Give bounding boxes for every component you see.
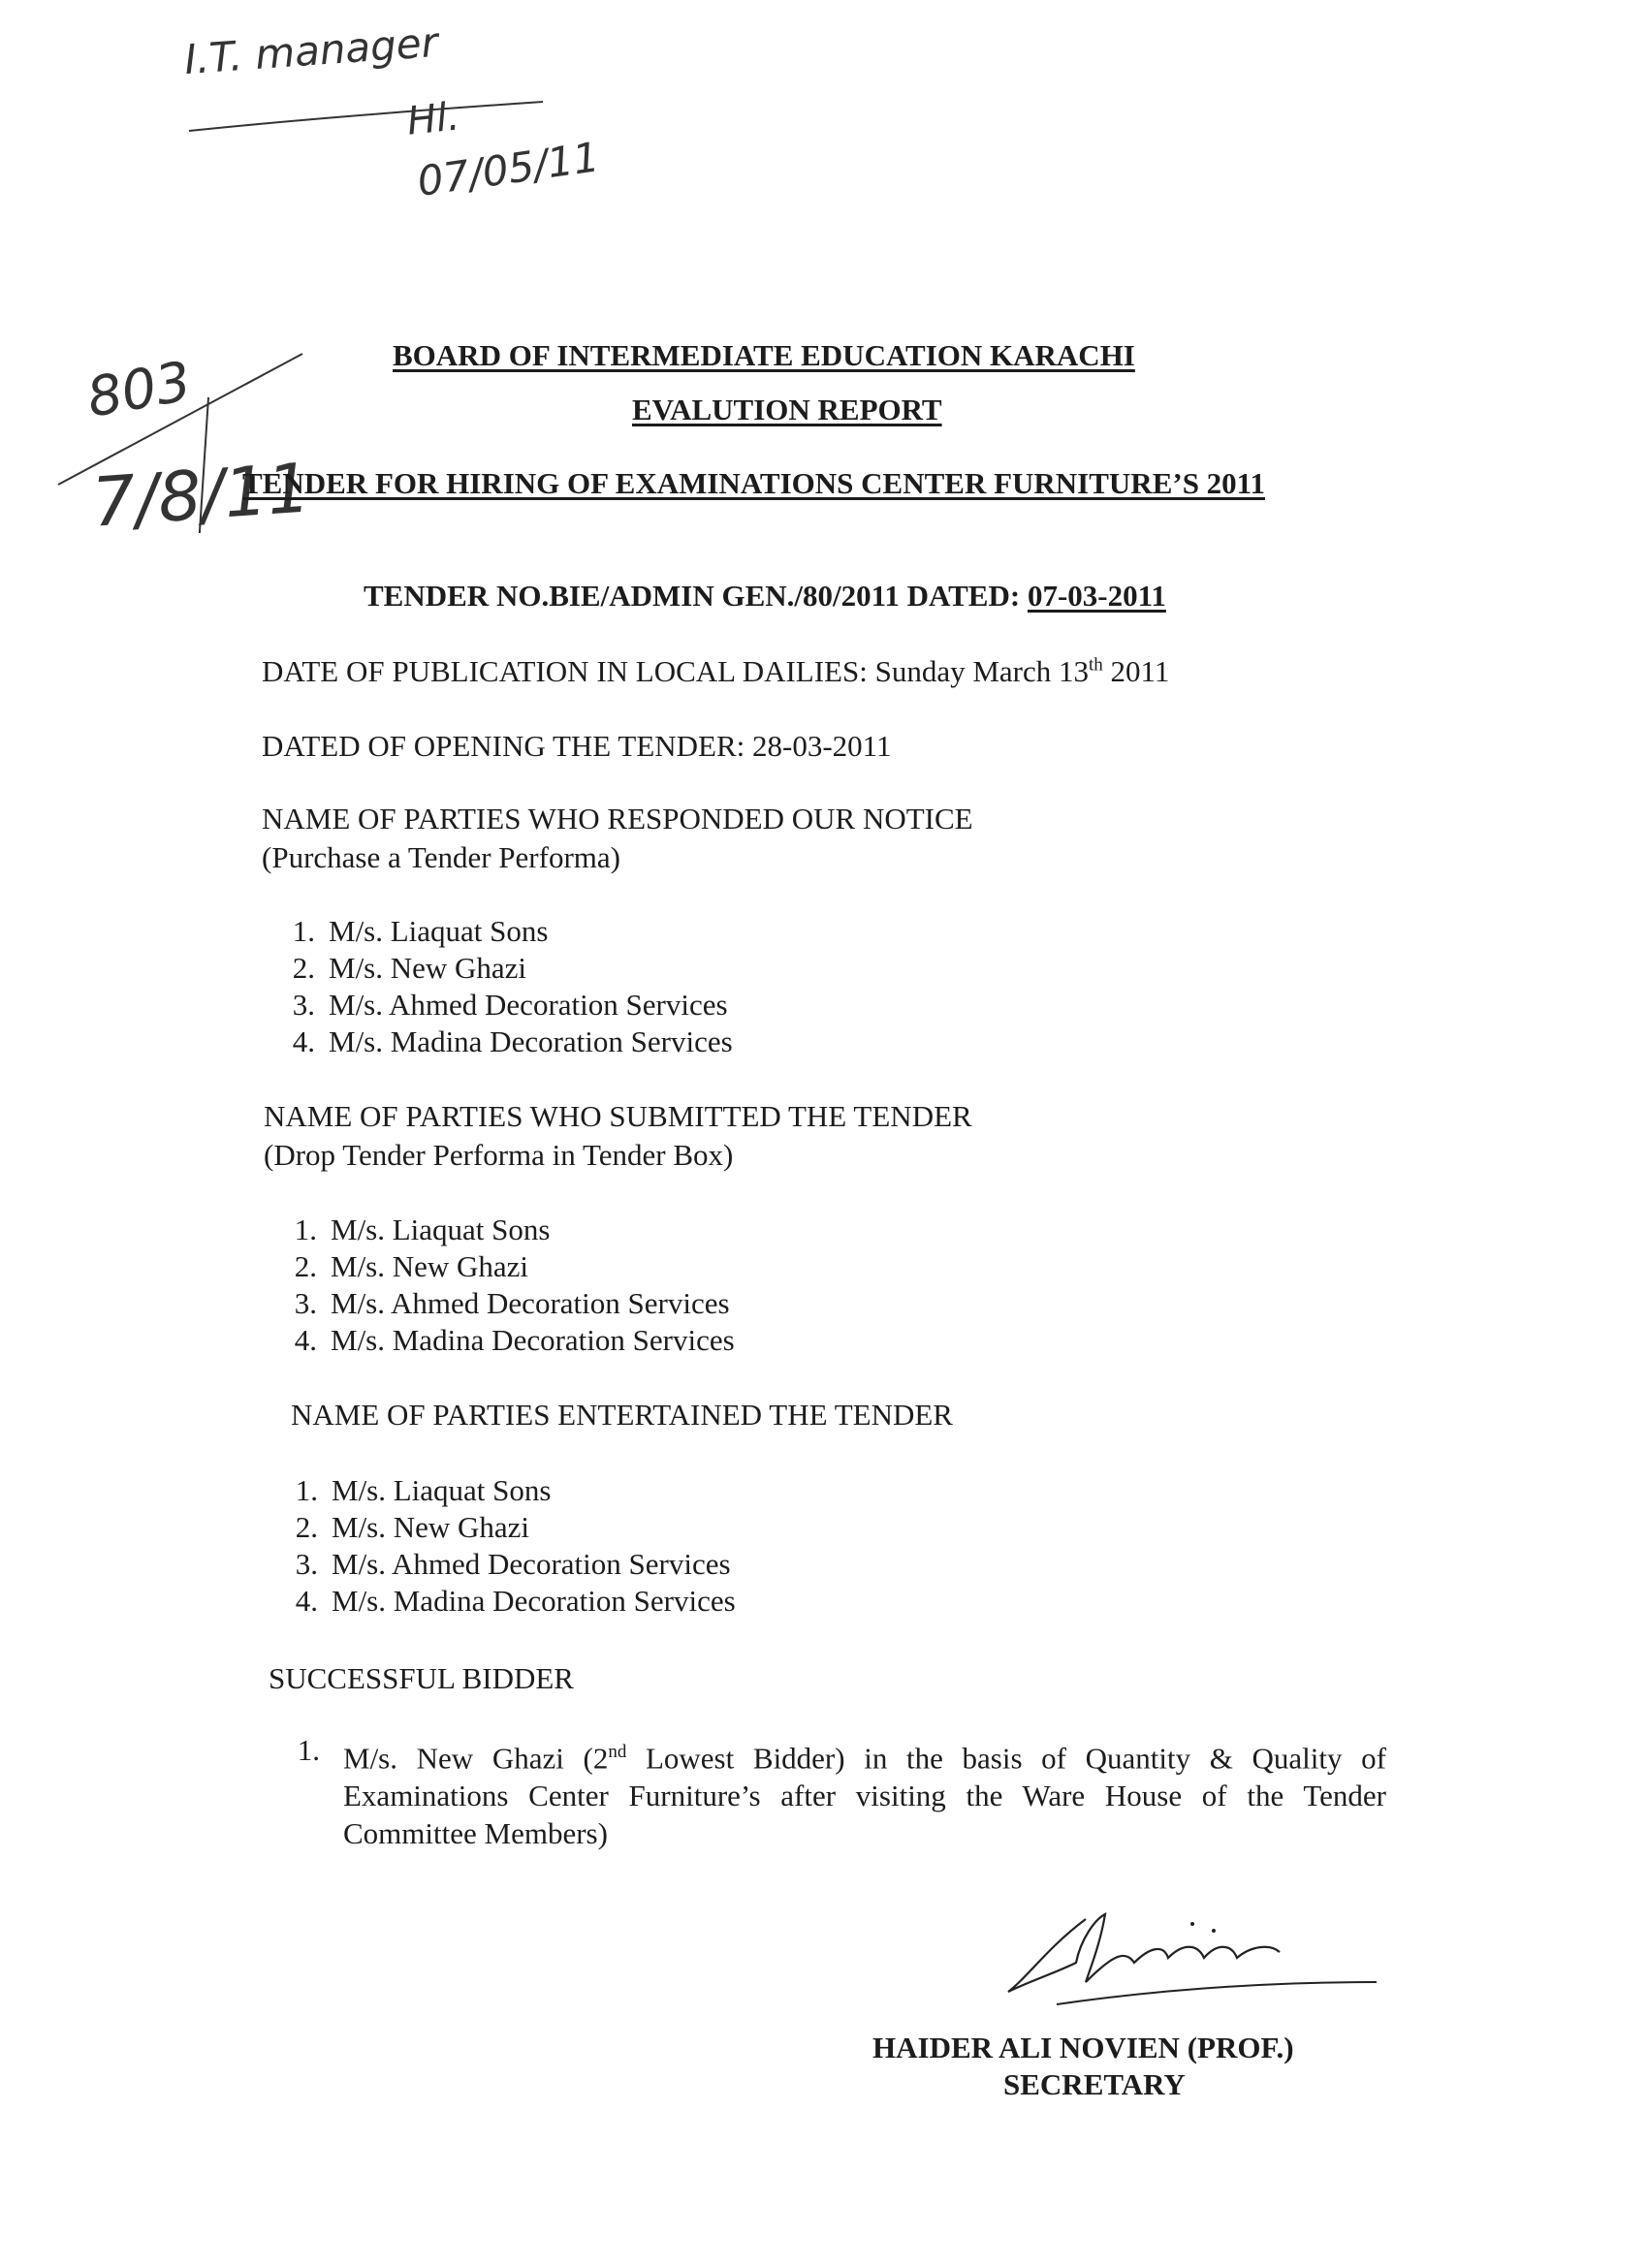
list-item: 4. M/s. Madina Decoration Services — [295, 1584, 736, 1618]
handwritten-date-top: 07/05/11 — [414, 133, 603, 205]
list-item: 1. M/s. Liaquat Sons — [292, 914, 549, 948]
signature-scribble — [989, 1890, 1396, 2016]
publication-year: 2011 — [1102, 654, 1170, 688]
signatory-name: HAIDER ALI NOVIEN (PROF.) — [872, 2031, 1294, 2064]
submitted-heading: NAME OF PARTIES WHO SUBMITTED THE TENDER — [264, 1099, 972, 1133]
responded-heading: NAME OF PARTIES WHO RESPONDED OUR NOTICE — [262, 802, 973, 835]
submitted-sub: (Drop Tender Performa in Tender Box) — [264, 1138, 734, 1172]
list-item: 2. M/s. New Ghazi — [295, 1510, 530, 1544]
list-item: 2. M/s. New Ghazi — [292, 951, 527, 985]
tender-date: 07-03-2011 — [1027, 579, 1166, 613]
list-item: 3. M/s. Ahmed Decoration Services — [295, 1547, 731, 1581]
report-title: EVALUTION REPORT — [632, 393, 942, 426]
opening-date: DATED OF OPENING THE TENDER: 28-03-2011 — [262, 729, 892, 763]
entertained-heading: NAME OF PARTIES ENTERTAINED THE TENDER — [291, 1398, 953, 1432]
publication-date — [262, 654, 1169, 689]
handwritten-underline-top — [184, 48, 553, 145]
successful-text: M/s. New Ghazi (2nd Lowest Bidder) in the basis of Quantity & Quality of Examinations Center Furniture’s after visiting the Ware House of the Tender Committee Members) — [343, 1741, 1386, 1851]
list-item: 2. M/s. New Ghazi — [294, 1249, 529, 1283]
list-item: 1. M/s. Liaquat Sons — [294, 1213, 551, 1246]
tender-number-label: TENDER NO.BIE/ADMIN GEN./80/2011 DATED: — [364, 579, 1028, 613]
responded-list — [267, 913, 733, 1060]
list-item: 3. M/s. Ahmed Decoration Services — [294, 1286, 730, 1320]
signatory-title: SECRETARY — [1003, 2067, 1186, 2101]
handwritten-number-left: 803 — [82, 350, 196, 430]
handwritten-note-it-manager: I.T. manager — [182, 17, 440, 84]
org-title: BOARD OF INTERMEDIATE EDUCATION KARACHI — [393, 338, 1135, 372]
list-item: 4. M/s. Madina Decoration Services — [294, 1323, 735, 1357]
handwritten-date-left: 7/8/11 — [89, 448, 313, 543]
submitted-list — [269, 1212, 735, 1359]
successful-bidder — [291, 1733, 1386, 1852]
successful-num: 1. — [297, 1733, 320, 1767]
entertained-list — [269, 1472, 736, 1620]
list-item: 3. M/s. Ahmed Decoration Services — [292, 988, 728, 1022]
publication-label: DATE OF PUBLICATION IN LOCAL DAILIES: Sunday March 13 — [262, 654, 1089, 688]
tender-title: TENDER FOR HIRING OF EXAMINATIONS CENTER FURNITURE’S 2011 — [242, 466, 1265, 500]
tender-number — [364, 579, 1166, 614]
publication-sup: th — [1089, 654, 1103, 676]
list-item: 4. M/s. Madina Decoration Services — [292, 1024, 733, 1058]
handwritten-initials-top: Hl. — [404, 94, 462, 144]
list-item: 1. M/s. Liaquat Sons — [295, 1473, 552, 1507]
successful-heading: SUCCESSFUL BIDDER — [269, 1661, 574, 1695]
handwritten-strike-left — [48, 339, 310, 533]
responded-sub: (Purchase a Tender Performa) — [262, 840, 620, 874]
